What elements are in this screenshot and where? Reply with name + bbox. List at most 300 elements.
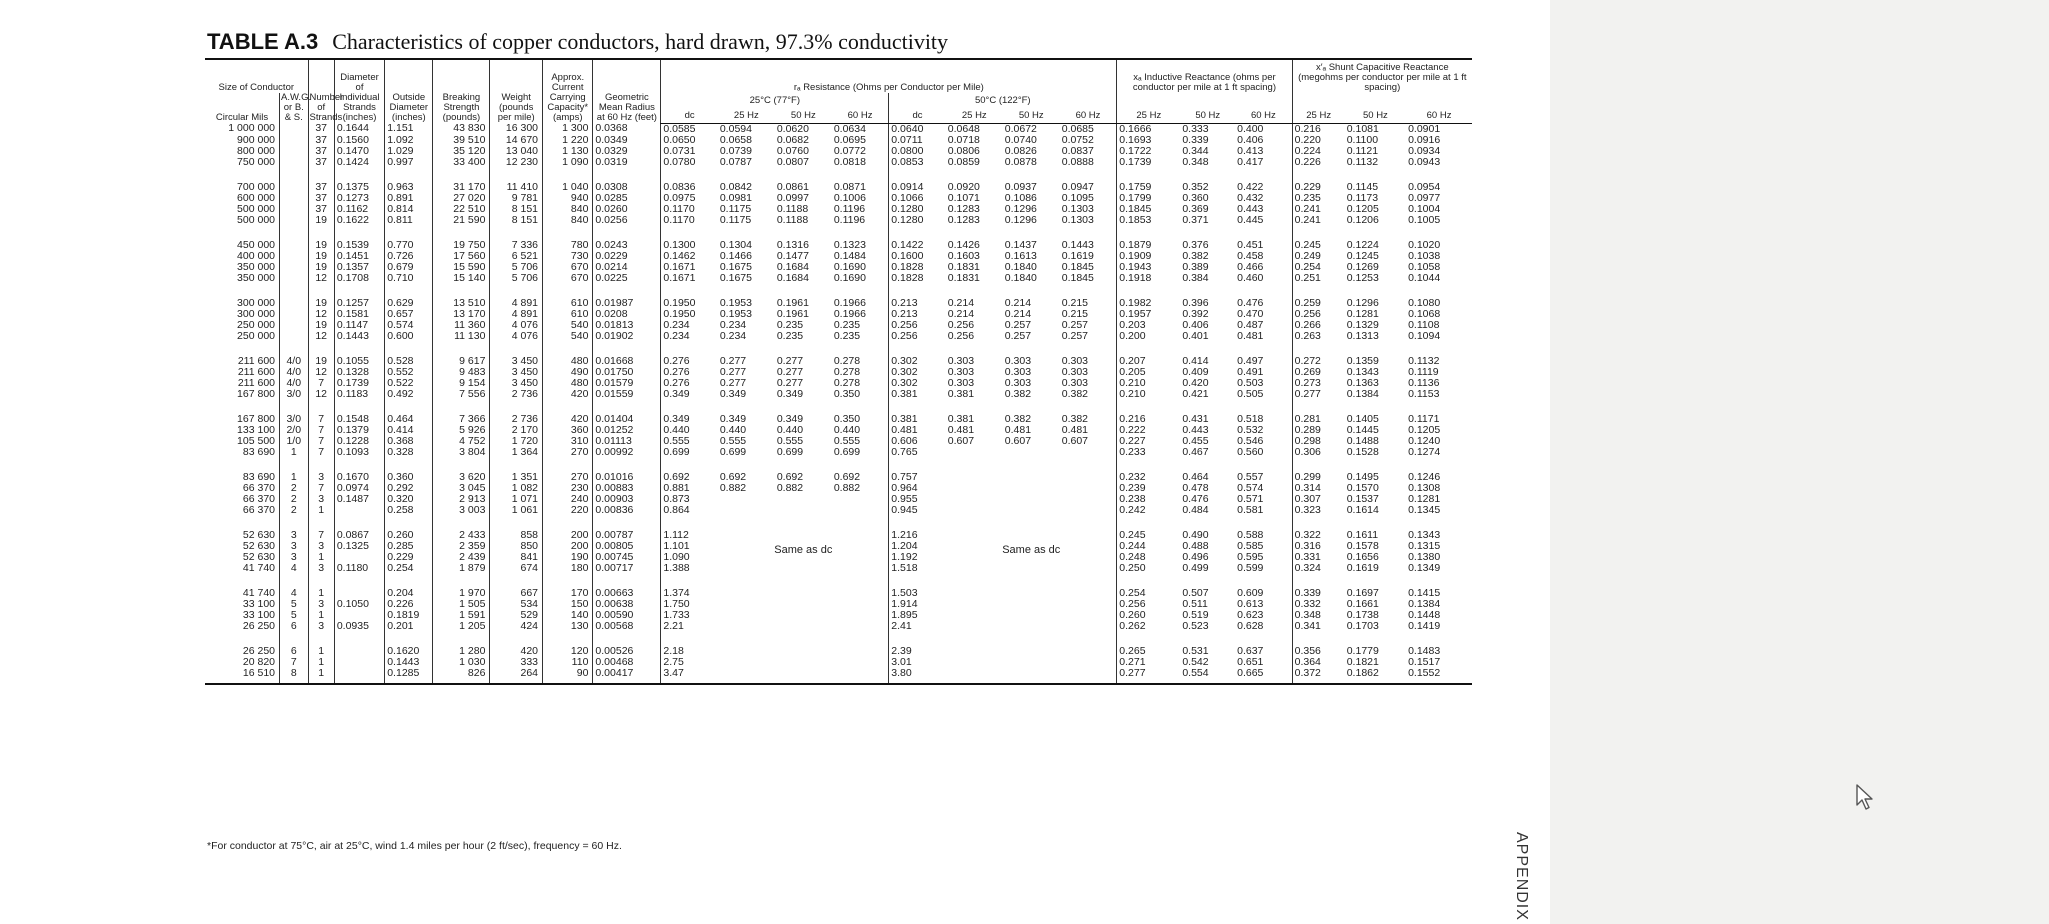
cell-circular-mils: 33 100: [242, 597, 276, 610]
cell-xa-50hz: 0.554: [1180, 668, 1235, 684]
cell-weight: 4 076: [490, 331, 543, 342]
cell-circular-mils: 600 000: [237, 191, 276, 204]
cell-50hz-25c: 0.235: [776, 318, 804, 331]
cell-dc-50c: 0.1280: [889, 204, 946, 215]
cell-strand-diameter: 0.1183: [334, 389, 384, 400]
cell-breaking-strength: 35 120: [433, 146, 490, 157]
cell-awg: 4: [280, 574, 309, 599]
cell-50hz-50c: 0.1086: [1004, 191, 1037, 204]
cell-gmr: 0.0243: [593, 226, 661, 251]
cell-gmr: 0.01668: [593, 342, 661, 367]
cell-gmr: 0.00590: [593, 610, 661, 621]
cell-xpa-60hz: 0.1315: [1408, 539, 1441, 552]
cell-xa-50hz: 0.476: [1182, 492, 1209, 505]
cell-gmr: 0.01579: [593, 378, 661, 389]
cell-25hz-25c: 0.1675: [719, 260, 752, 273]
cell-dc-50c: 0.213: [889, 284, 946, 309]
cell-strands: 1: [308, 574, 334, 599]
cell-circular-mils: 500 000: [237, 202, 276, 215]
cell-xa-25hz: 0.222: [1117, 425, 1181, 436]
cell-circular-mils: 350 000: [237, 271, 276, 284]
cell-xpa-60hz: 0.1281: [1408, 492, 1441, 505]
cell-weight: 14 670: [490, 135, 543, 146]
cell-xpa-50hz: 0.1488: [1346, 434, 1379, 447]
cell-25hz-50c: [946, 516, 1003, 541]
cell-xpa-60hz: 0.0943: [1408, 155, 1441, 168]
cell-dc-50c: 0.0640: [889, 123, 946, 135]
cell-60hz-50c: 0.0752: [1061, 133, 1094, 146]
cell-circular-mils: 20 820: [242, 655, 276, 668]
cell-25hz-50c: [946, 668, 1003, 684]
cell-60hz-25c: 0.1690: [833, 260, 866, 273]
cell-60hz-50c: 0.607: [1061, 434, 1089, 447]
cell-circular-mils: 300 000: [237, 296, 276, 309]
cell-weight: 1 082: [490, 483, 543, 494]
cell-xpa-50hz: 0.1405: [1346, 412, 1379, 425]
cell-awg: 7: [280, 657, 309, 668]
cell-strands: 19: [308, 251, 334, 262]
cell-25hz-25c: 0.1953: [719, 296, 752, 309]
cell-dc-25c: 0.881: [661, 483, 718, 494]
cell-50hz-50c: [1003, 657, 1060, 668]
header-current-capacity: Approx. Current Carrying Capacity* (amps): [543, 59, 593, 123]
cell-xa-50hz: 0.376: [1182, 238, 1209, 251]
cell-weight: 8 151: [490, 215, 543, 226]
cell-xpa-50hz: 0.1081: [1346, 122, 1379, 135]
cell-awg: 2: [280, 505, 309, 516]
header-25hz-shunt: 25 Hz: [1292, 106, 1345, 123]
cell-xpa-60hz: 0.1415: [1408, 586, 1441, 599]
cell-50hz-25c: 0.699: [776, 445, 804, 458]
header-shunt-reactance: x′ₐ Shunt Capacitive Reactance (megohms per conductor per mile at 1 ft spacing): [1292, 59, 1472, 93]
cell-circular-mils: 83 690: [242, 470, 276, 483]
cell-25hz-25c: [718, 621, 775, 632]
cell-current: 230: [543, 483, 593, 494]
header-60hz-50c: 60 Hz: [1060, 106, 1117, 123]
cell-xpa-50hz: 0.1313: [1346, 329, 1379, 342]
cell-60hz-50c: 0.1619: [1061, 249, 1094, 262]
cell-strands: 12: [308, 367, 334, 378]
cell-xpa-25hz: 0.314: [1292, 483, 1345, 494]
cell-awg: 1: [280, 447, 309, 458]
cell-50hz-50c: [1003, 458, 1060, 483]
cell-25hz-50c: [946, 458, 1003, 483]
cell-dc-50c: 0.1600: [889, 251, 946, 262]
cell-circular-mils: 800 000: [237, 144, 276, 157]
cell-xa-60hz: 0.432: [1237, 191, 1264, 204]
cell-dc-50c: 0.481: [889, 425, 946, 436]
cell-xa-50hz: 0.467: [1182, 445, 1209, 458]
cell-25hz-50c: 0.0859: [947, 155, 980, 168]
cell-circular-mils: 52 630: [242, 550, 276, 563]
cell-breaking-strength: 22 510: [433, 204, 490, 215]
cell-strand-diameter: 0.1739: [334, 378, 384, 389]
cell-circular-mils: 66 370: [242, 481, 276, 494]
cell-xa-60hz: 0.481: [1237, 329, 1264, 342]
cell-60hz-25c: [832, 621, 889, 632]
cell-60hz-50c: [1060, 610, 1117, 621]
cell-weight: 1 351: [490, 458, 543, 483]
table-title: Characteristics of copper conductors, hard drawn, 97.3% conductivity: [332, 29, 949, 54]
cell-strands: 37: [308, 146, 334, 157]
cell-xpa-50hz: 0.1269: [1346, 260, 1379, 273]
cell-25hz-25c: 0.555: [719, 434, 747, 447]
cell-xpa-25hz: 0.216: [1292, 123, 1345, 135]
cell-60hz-25c: 0.1006: [833, 191, 866, 204]
cell-awg: 6: [280, 621, 309, 632]
cell-circular-mils: 250 000: [237, 329, 276, 342]
cell-dc-50c: 1.518: [889, 563, 946, 574]
cell-60hz-25c: 0.1196: [833, 202, 866, 215]
cell-strands: 19: [308, 215, 334, 226]
cell-circular-mils: 211 600: [237, 365, 276, 378]
cell-outside-diameter: 0.229: [385, 552, 433, 563]
cell-strands: 1: [308, 610, 334, 621]
cell-strands: 7: [308, 425, 334, 436]
cell-xa-50hz: 0.409: [1182, 365, 1209, 378]
cell-xa-50hz: 0.384: [1182, 271, 1209, 284]
cell-25hz-50c: [946, 552, 1003, 563]
cell-outside-diameter: 0.679: [385, 262, 433, 273]
cell-60hz-25c: [832, 541, 889, 552]
cell-strands: 37: [308, 157, 334, 168]
cell-50hz-50c: 0.0740: [1004, 133, 1037, 146]
cell-xpa-50hz: 0.1697: [1346, 586, 1379, 599]
cell-weight: 1 061: [490, 505, 543, 516]
cell-xa-25hz: 0.256: [1117, 599, 1181, 610]
cell-strand-diameter: 0.1375: [334, 168, 384, 193]
cell-dc-25c: 1.733: [661, 610, 718, 621]
cell-xa-60hz: 0.609: [1237, 586, 1264, 599]
cell-current: 780: [543, 226, 593, 251]
cell-outside-diameter: 0.285: [385, 541, 433, 552]
cell-25hz-25c: [718, 505, 775, 516]
cell-xa-50hz: 0.542: [1182, 655, 1209, 668]
cell-xa-60hz: 0.491: [1237, 365, 1264, 378]
cell-25hz-25c: [718, 494, 775, 505]
cell-weight: 529: [490, 610, 543, 621]
cell-gmr: 0.01404: [593, 400, 661, 425]
header-dc-50c: dc: [889, 106, 946, 123]
cell-50hz-25c: [775, 574, 832, 599]
cell-outside-diameter: 0.552: [385, 367, 433, 378]
cell-strands: 3: [308, 494, 334, 505]
cell-50hz-25c: 0.1316: [776, 238, 809, 251]
header-50hz-50c: 50 Hz: [1003, 106, 1060, 123]
cell-xa-60hz: 0.637: [1237, 644, 1264, 657]
cell-xpa-25hz: 0.235: [1292, 193, 1345, 204]
cell-60hz-25c: [832, 505, 889, 516]
cell-weight: 1 364: [490, 447, 543, 458]
cell-xpa-50hz: 0.1528: [1346, 445, 1379, 458]
cell-weight: 333: [490, 657, 543, 668]
cell-strands: 1: [308, 632, 334, 657]
cell-dc-25c: 0.0731: [661, 146, 718, 157]
cell-25hz-50c: 0.303: [947, 365, 975, 378]
cell-strands: 7: [308, 378, 334, 389]
cell-strands: 37: [308, 193, 334, 204]
cell-awg: 4/0: [280, 378, 309, 389]
cell-strands: 37: [308, 135, 334, 146]
cell-xa-60hz: 0.470: [1237, 307, 1264, 320]
cell-xpa-50hz: 0.1619: [1346, 561, 1379, 574]
table-row: [205, 516, 1472, 541]
cell-dc-50c: 0.256: [889, 331, 946, 342]
cell-xa-60hz: 0.585: [1237, 539, 1264, 552]
cell-outside-diameter: 0.963: [385, 168, 433, 193]
cell-breaking-strength: 1 970: [433, 574, 490, 599]
cell-50hz-25c: 0.0620: [776, 122, 809, 135]
same-as-dc-note-25c: Same as dc: [774, 543, 833, 556]
cell-xa-25hz: 0.1722: [1117, 146, 1181, 157]
cell-strand-diameter: [334, 574, 384, 599]
cell-xa-50hz: 0.360: [1182, 191, 1209, 204]
cell-strands: 7: [308, 447, 334, 458]
cell-awg: [280, 123, 309, 135]
cell-outside-diameter: 0.811: [385, 215, 433, 226]
cell-xpa-25hz: 0.281: [1292, 400, 1345, 425]
cell-60hz-50c: 0.382: [1061, 412, 1089, 425]
cell-weight: 4 891: [490, 309, 543, 320]
cell-breaking-strength: 11 360: [433, 320, 490, 331]
cell-25hz-50c: 0.0920: [947, 180, 980, 193]
table-row: [205, 563, 1472, 574]
cell-breaking-strength: 19 750: [433, 226, 490, 251]
table-row: [205, 505, 1472, 516]
cell-gmr: 0.00787: [593, 516, 661, 541]
cell-xpa-25hz: 0.263: [1292, 331, 1345, 342]
cell-strand-diameter: 0.1443: [334, 331, 384, 342]
cell-50hz-50c: [1003, 516, 1060, 541]
cell-xa-25hz: 0.239: [1117, 483, 1181, 494]
cell-xa-60hz: 0.417: [1237, 155, 1264, 168]
cell-gmr: 0.00836: [593, 505, 661, 516]
cell-xa-25hz: 0.1845: [1117, 204, 1181, 215]
cell-50hz-50c: [1003, 447, 1060, 458]
copper-conductor-table: [205, 58, 1472, 685]
cell-xpa-50hz: 0.1205: [1346, 202, 1379, 215]
cell-25hz-50c: 0.256: [947, 329, 975, 342]
cell-dc-25c: 0.0650: [661, 135, 718, 146]
cell-current: 670: [543, 273, 593, 284]
table-row: [205, 193, 1472, 204]
cell-60hz-50c: [1060, 541, 1117, 552]
cell-breaking-strength: 5 926: [433, 425, 490, 436]
cell-weight: 667: [490, 574, 543, 599]
cell-25hz-25c: [718, 563, 775, 574]
cell-25hz-50c: 0.0806: [947, 144, 980, 157]
cell-60hz-50c: [1060, 657, 1117, 668]
cell-xpa-25hz: 0.323: [1292, 505, 1345, 516]
cell-60hz-25c: [832, 552, 889, 563]
cell-xpa-25hz: 0.299: [1292, 458, 1345, 483]
cell-strand-diameter: [334, 668, 384, 684]
header-temp-50c: 50°C (122°F): [889, 93, 1117, 106]
table-footnote: *For conductor at 75°C, air at 25°C, wind 1.4 miles per hour (2 ft/sec), frequency = 60 Hz.: [207, 840, 622, 852]
cell-dc-50c: 0.381: [889, 389, 946, 400]
table-row: [205, 367, 1472, 378]
cell-25hz-25c: 0.349: [719, 412, 747, 425]
cell-xpa-25hz: 0.241: [1292, 215, 1345, 226]
cell-xpa-25hz: 0.316: [1292, 541, 1345, 552]
cell-50hz-50c: 0.481: [1004, 423, 1032, 436]
cell-25hz-50c: [946, 621, 1003, 632]
cell-dc-25c: 0.1170: [661, 215, 718, 226]
cell-circular-mils: 133 100: [237, 423, 276, 436]
cell-xpa-25hz: 0.249: [1292, 251, 1345, 262]
cell-awg: 2: [280, 494, 309, 505]
cell-dc-50c: 0.0914: [889, 168, 946, 193]
cell-strand-diameter: 0.1228: [334, 436, 384, 447]
cell-60hz-50c: 0.0888: [1061, 155, 1094, 168]
cell-60hz-50c: [1060, 563, 1117, 574]
cell-xa-60hz: 0.623: [1237, 608, 1264, 621]
cell-breaking-strength: 33 400: [433, 157, 490, 168]
cell-dc-50c: 0.256: [889, 320, 946, 331]
cell-50hz-25c: 0.349: [776, 412, 804, 425]
cell-dc-50c: 0.757: [889, 458, 946, 483]
cell-xa-25hz: 0.1957: [1117, 309, 1181, 320]
cell-60hz-25c: 0.235: [833, 329, 861, 342]
cell-dc-25c: 2.75: [661, 657, 718, 668]
cell-50hz-25c: 0.692: [776, 470, 804, 483]
cell-gmr: 0.01559: [593, 389, 661, 400]
cell-xa-50hz: 0.519: [1182, 608, 1209, 621]
cell-circular-mils: 41 740: [242, 561, 276, 574]
cell-25hz-50c: [946, 563, 1003, 574]
cell-50hz-50c: [1003, 574, 1060, 599]
cell-awg: 4/0: [280, 367, 309, 378]
cell-current: 120: [543, 632, 593, 657]
cell-circular-mils: 1 000 000: [228, 122, 276, 135]
cell-strand-diameter: 0.1147: [334, 320, 384, 331]
cell-xpa-60hz: 0.0901: [1408, 122, 1441, 135]
cell-60hz-25c: 0.0772: [833, 144, 866, 157]
table-row: [205, 284, 1472, 309]
cell-60hz-25c: 0.1690: [833, 271, 866, 284]
cell-50hz-25c: 0.0997: [776, 191, 809, 204]
cell-awg: 8: [280, 668, 309, 684]
cell-xa-60hz: 0.406: [1237, 133, 1264, 146]
cell-xpa-50hz: 0.1661: [1346, 597, 1379, 610]
cell-current: 1 040: [543, 168, 593, 193]
cell-60hz-50c: [1060, 447, 1117, 458]
cell-xa-50hz: 0.352: [1182, 180, 1209, 193]
cell-circular-mils: 26 250: [242, 644, 276, 657]
cell-breaking-strength: 1 205: [433, 621, 490, 632]
cell-strand-diameter: 0.1539: [334, 226, 384, 251]
cell-25hz-25c: 0.277: [719, 376, 747, 389]
cell-xpa-50hz: 0.1100: [1346, 133, 1379, 146]
cell-gmr: 0.00468: [593, 657, 661, 668]
cell-xa-60hz: 0.445: [1237, 213, 1264, 226]
cell-xpa-50hz: 0.1253: [1346, 271, 1379, 284]
cell-strand-diameter: 0.1451: [334, 251, 384, 262]
header-outside-diameter: Outside Diameter (inches): [385, 59, 433, 123]
cell-strand-diameter: 0.1487: [334, 494, 384, 505]
cell-current: 1 090: [543, 157, 593, 168]
cell-xa-50hz: 0.420: [1182, 376, 1209, 389]
cell-dc-50c: 2.39: [889, 632, 946, 657]
cell-xa-25hz: 0.248: [1117, 552, 1181, 563]
cell-dc-50c: 1.192: [889, 552, 946, 563]
cell-60hz-25c: [832, 668, 889, 684]
cell-60hz-25c: [832, 494, 889, 505]
cell-dc-50c: 0.0800: [889, 146, 946, 157]
cell-xa-50hz: 0.490: [1182, 528, 1209, 541]
cell-weight: 9 781: [490, 193, 543, 204]
cell-strands: 7: [308, 436, 334, 447]
cell-xpa-60hz: 0.0934: [1408, 144, 1441, 157]
cell-50hz-25c: [775, 563, 832, 574]
cell-current: 420: [543, 389, 593, 400]
cell-outside-diameter: 0.320: [385, 494, 433, 505]
cell-current: 1 220: [543, 135, 593, 146]
cell-50hz-25c: 0.1684: [776, 260, 809, 273]
cell-xa-50hz: 0.333: [1182, 122, 1209, 135]
cell-60hz-50c: [1060, 621, 1117, 632]
cell-xa-25hz: 0.1693: [1117, 135, 1181, 146]
cell-25hz-25c: 0.0787: [719, 155, 752, 168]
cell-50hz-25c: [775, 632, 832, 657]
cell-xa-25hz: 0.1918: [1117, 273, 1181, 284]
cell-xa-50hz: 0.348: [1182, 155, 1209, 168]
cell-60hz-50c: 0.215: [1061, 296, 1089, 309]
table-row: [205, 204, 1472, 215]
cell-xpa-25hz: 0.324: [1292, 563, 1345, 574]
cell-gmr: 0.01016: [593, 458, 661, 483]
cell-gmr: 0.0208: [593, 309, 661, 320]
cell-current: 90: [543, 668, 593, 684]
cell-strand-diameter: 0.0974: [334, 483, 384, 494]
cell-strands: 1: [308, 668, 334, 684]
table-row: [205, 157, 1472, 168]
cell-xpa-25hz: 0.256: [1292, 309, 1345, 320]
cell-dc-50c: 0.1828: [889, 262, 946, 273]
cell-strands: 12: [308, 331, 334, 342]
cell-weight: 858: [490, 516, 543, 541]
cell-xpa-50hz: 0.1570: [1346, 481, 1379, 494]
cell-xa-25hz: 0.232: [1117, 458, 1181, 483]
cell-xpa-50hz: 0.1206: [1346, 213, 1379, 226]
cell-dc-25c: 0.699: [661, 447, 718, 458]
cell-gmr: 0.0260: [593, 204, 661, 215]
cell-50hz-25c: 0.1961: [776, 296, 809, 309]
cell-dc-25c: 2.18: [661, 632, 718, 657]
cell-xa-25hz: 0.245: [1117, 516, 1181, 541]
cell-awg: [280, 273, 309, 284]
cell-25hz-50c: [946, 494, 1003, 505]
cell-outside-diameter: 0.201: [385, 621, 433, 632]
cell-25hz-25c: [718, 632, 775, 657]
cell-50hz-25c: 0.1188: [776, 213, 809, 226]
cell-weight: 8 151: [490, 204, 543, 215]
cell-gmr: 0.00663: [593, 574, 661, 599]
cell-xpa-60hz: 0.1448: [1408, 608, 1441, 621]
cell-gmr: 0.01750: [593, 367, 661, 378]
header-breaking-strength: Breaking Strength (pounds): [433, 59, 490, 123]
cell-awg: 3: [280, 552, 309, 563]
cell-dc-25c: 0.1300: [661, 226, 718, 251]
cell-strand-diameter: 0.1470: [334, 146, 384, 157]
cell-xa-25hz: 0.262: [1117, 621, 1181, 632]
cell-50hz-50c: 0.257: [1004, 318, 1032, 331]
cell-xa-60hz: 0.628: [1237, 619, 1264, 632]
cell-gmr: 0.0329: [593, 146, 661, 157]
cell-xa-25hz: 0.210: [1117, 378, 1181, 389]
cell-outside-diameter: 0.414: [385, 425, 433, 436]
cell-xpa-50hz: 0.1343: [1346, 365, 1379, 378]
